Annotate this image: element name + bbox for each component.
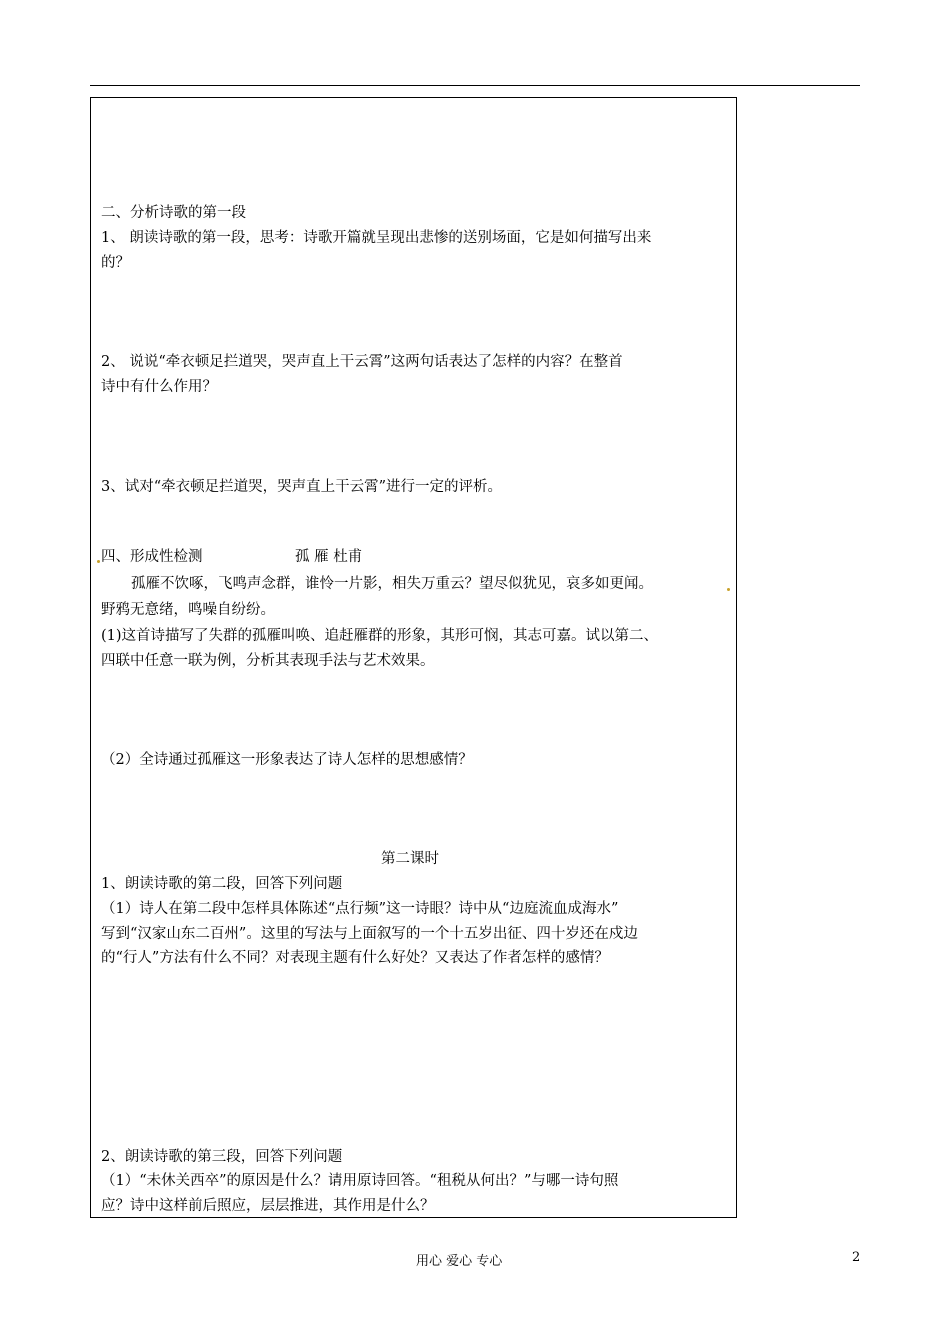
question-text: 写到“汉家山东二百州”。这里的写法与上面叙写的一个十五岁出征、四十岁还在戍边 (101, 926, 638, 942)
question-text: 诗中有什么作用？ (101, 379, 217, 395)
question-text: 的“行人”方法有什么不同？对表现主题有什么好处？又表达了作者怎样的感情？ (101, 950, 609, 966)
marker-dot (727, 588, 730, 591)
page-number: 2 (852, 1250, 861, 1265)
lesson-title: 第二课时 (381, 851, 439, 867)
question-text: （1）诗人在第二段中怎样具体陈述“点行频”这一诗眼？诗中从“边庭流血成海水” (101, 901, 619, 917)
question-text: 四联中任意一联为例，分析其表现手法与艺术效果。 (101, 653, 435, 669)
question-text: （1）“未休关西卒”的原因是什么？请用原诗回答。“租税从何出？”与哪一诗句照 (101, 1173, 619, 1189)
question-text: 应？诗中这样前后照应，层层推进，其作用是什么？ (101, 1198, 435, 1214)
poem-text: 野鸦无意绪，鸣噪自纷纷。 (101, 602, 275, 618)
question-text: （2）全诗通过孤雁这一形象表达了诗人怎样的思想感情？ (101, 752, 473, 768)
question-text: 2、 说说“牵衣顿足拦道哭，哭声直上干云霄”这两句话表达了怎样的内容？在整首 (101, 354, 623, 370)
question-text: 2、朗读诗歌的第三段，回答下列问题 (101, 1149, 343, 1165)
footer-slogan: 用心 爱心 专心 (416, 1254, 503, 1269)
question-text: 3、试对“牵衣顿足拦道哭，哭声直上干云霄”进行一定的评析。 (101, 479, 503, 495)
poem-text: 孤雁不饮啄，飞鸣声念群，谁怜一片影，相失万重云？望尽似犹见，哀多如更闻。 (131, 576, 653, 592)
marker-dot (97, 560, 100, 563)
question-text: 1、 朗读诗歌的第一段，思考：诗歌开篇就呈现出悲惨的送别场面，它是如何描写出来 (101, 230, 652, 246)
question-text: (1)这首诗描写了失群的孤雁叫唤、追赶雁群的形象，其形可悯，其志可嘉。试以第二、 (101, 628, 659, 644)
question-text: 1、朗读诗歌的第二段，回答下列问题 (101, 876, 343, 892)
section-heading: 四、形成性检测 (101, 549, 203, 565)
header-rule (90, 85, 860, 86)
poem-title: 孤 雁 杜甫 (295, 549, 363, 565)
section-heading: 二、分析诗歌的第一段 (101, 205, 246, 221)
question-text: 的？ (101, 255, 130, 271)
